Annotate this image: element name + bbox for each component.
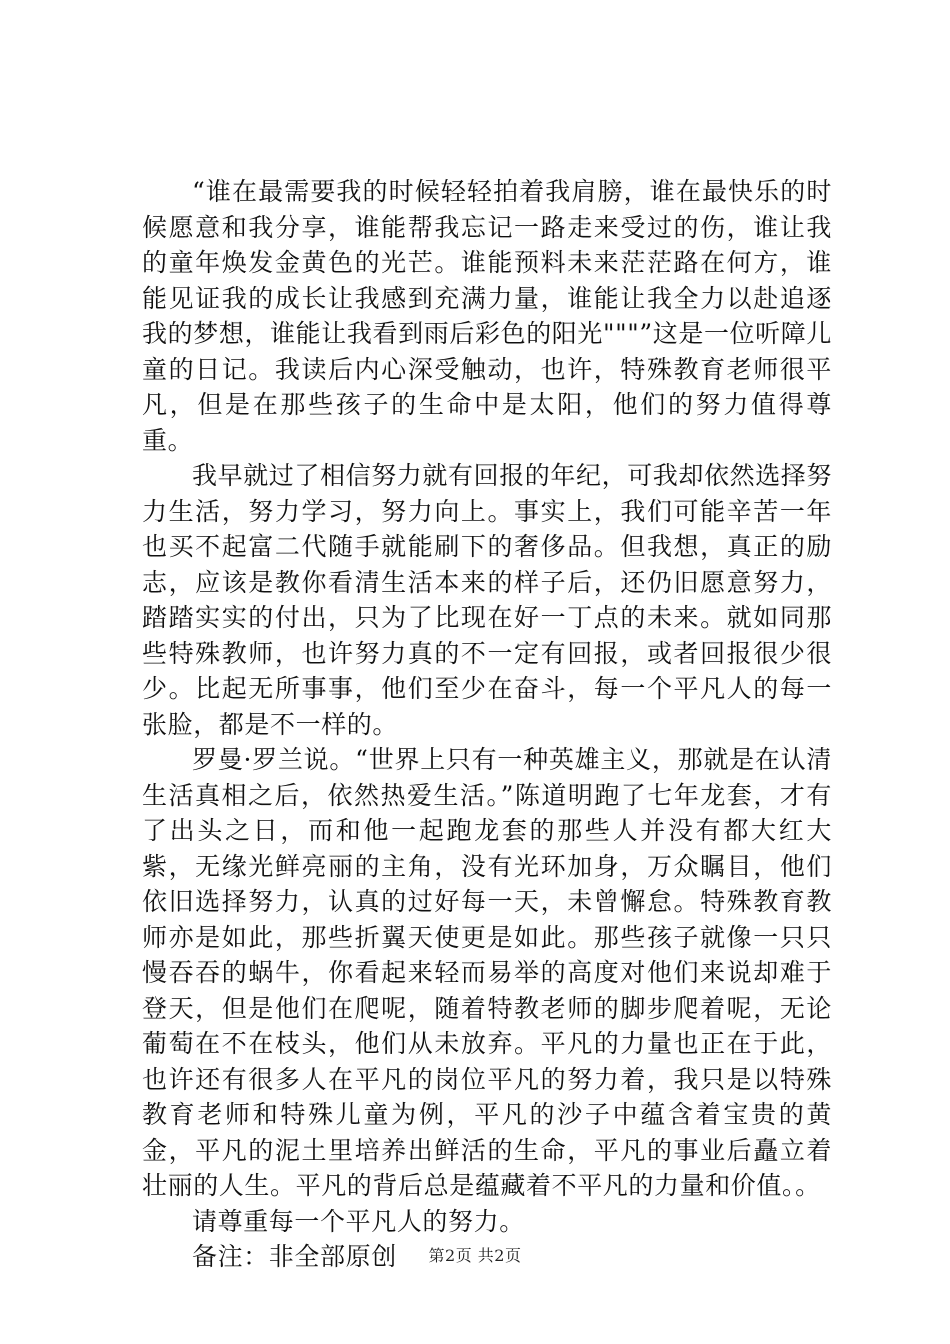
paragraph-respect: 请尊重每一个平凡人的努力。: [192, 1206, 525, 1236]
paragraph-effort: 我早就过了相信努力就有回报的年纪，可我却依然选择努力生活，努力学习，努力向上。事实上，我们可能辛苦一年也买不起富二代随手就能刷下的奢侈品。但我想，真正的励志，应该是教你看清生活本来的样子后，还仍旧愿意努力，踏踏实实的付出，只为了比现在好一丁点的未来。就如同那些特殊教师，也许努力真的不一定有回报，或者回报很少很少。比起无所事事，他们至少在奋斗，每一个平凡人的每一张脸，都是不一样的。: [142, 461, 833, 739]
paragraph-diary-quote: “谁在最需要我的时候轻轻拍着我肩膀，谁在最快乐的时候愿意和我分享，谁能帮我忘记一路走来受过的伤，谁让我的童年焕发金黄色的光芒。谁能预料未来茫茫路在何方，谁能见证我的成长让我感到充满力量，谁能让我全力以赴追逐我的梦想，谁能让我看到雨后彩色的阳光"""”这是一位听障儿童的日记。我读后内心深受触动，也许，特殊教育老师很平凡，但是在那些孩子的生命中是太阳，他们的努力值得尊重。: [142, 177, 832, 455]
page-number-footer: 第2页 共2页: [428, 1246, 522, 1265]
document-body: [142, 174, 832, 1275]
paragraph-romain-rolland: 罗曼·罗兰说。“世界上只有一种英雄主义，那就是在认清生活真相之后，依然热爱生活。”陈道明跑了七年龙套，才有了出头之日，而和他一起跑龙套的那些人并没有都大红大紫，无缘光鲜亮丽的主角，没有光环加身，万众瞩目，他们依旧选择努力，认真的过好每一天，未曾懈怠。特殊教育教师亦是如此，那些折翼天使更是如此。那些孩子就像一只只慢吞吞的蜗牛，你看起来轻而易举的高度对他们来说却难于登天，但是他们在爬呢，随着特教老师的脚步爬着呢，无论葡萄在不在枝头，他们从未放弃。平凡的力量也正在于此，也许还有很多人在平凡的岗位平凡的努力着，我只是以特殊教育老师和特殊儿童为例，平凡的沙子中蕴含着宝贵的黄金，平凡的泥土里培养出鲜活的生命，平凡的事业后矗立着壮丽的人生。平凡的背后总是蕴藏着不平凡的力量和价值。。: [142, 745, 832, 1200]
paragraph-note: 备注：非全部原创: [192, 1242, 397, 1271]
